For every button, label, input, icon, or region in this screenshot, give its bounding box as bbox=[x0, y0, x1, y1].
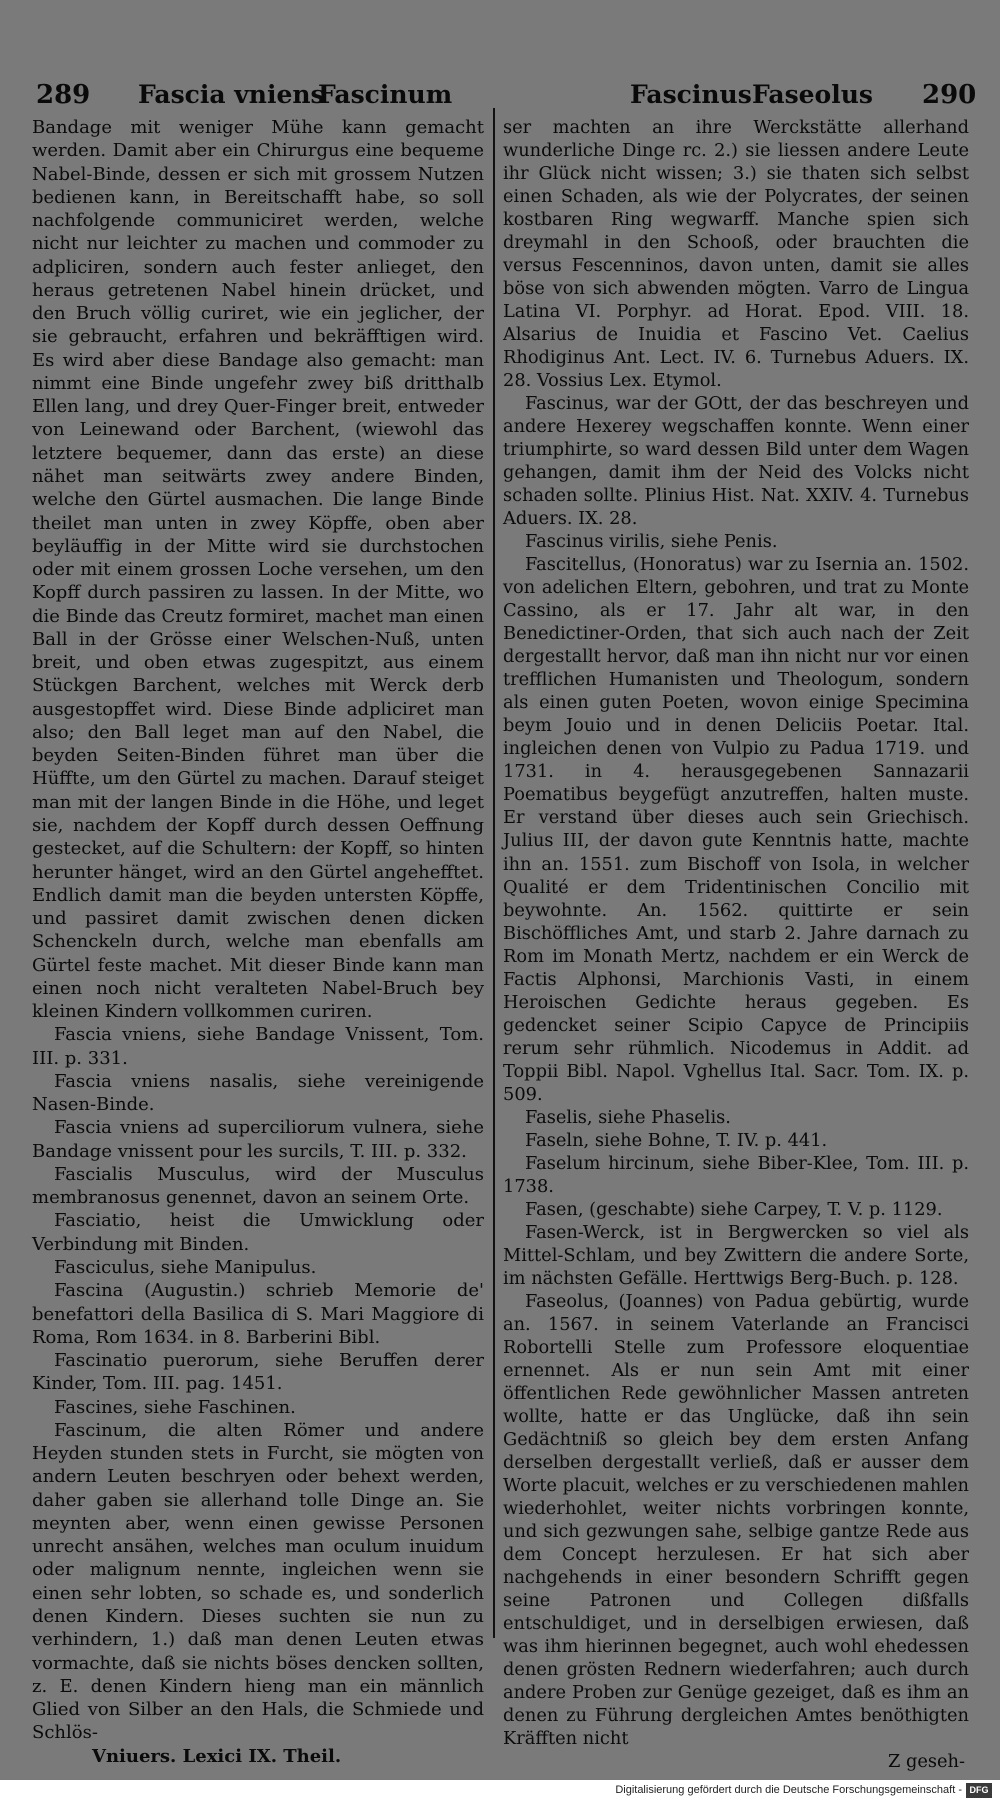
right-catchword-2: Faseolus bbox=[752, 80, 873, 109]
digitization-note: Digitalisierung gefördert durch die Deutsche Forschungsgemeinschaft - bbox=[615, 1784, 962, 1796]
entry-paragraph: Fascialis Musculus, wird der Musculus membranosus genennet, davon an seinem Orte. bbox=[32, 1163, 484, 1209]
entry-paragraph: Fascia vniens ad superciliorum vulnera, siehe Bandage vnissent pour les surcils, T. III. p. 332. bbox=[32, 1117, 484, 1162]
entry-paragraph: Fascia vniens, siehe Bandage Vnissent, Tom. III. p. 331. bbox=[32, 1024, 484, 1069]
left-catchword-2: Fascinum bbox=[318, 80, 453, 109]
entry-paragraph: Faseln, siehe Bohne, T. IV. p. 441. bbox=[525, 1129, 828, 1151]
entry-paragraph: Fascinus, war der GOtt, der das beschreyen und andere Hexerey wegschaffen konnte. Wenn einer triumphirte, so ward dessen Bild unter dem Wagen gehangen, damit ihm der Neid des Volcks nicht schaden sollte. Plinius Hist. Nat. XXIV. 4. Turnebus Aduers. IX. 28. bbox=[503, 393, 969, 530]
entry-paragraph: ser machten an ihre Werckstätte allerhand wunderliche Dinge rc. 2.) sie liessen andere Leute ihr Glück nicht wissen; 3.) sie thaten sich selbst einen Schaden, als wie der Polycrates, der seinen kostbaren Ring wegwarff. Manche spien sich dreymahl in den Schooß, oder brauchten die versus Fescenninos, davon unten, damit sie alles böse von sich abwenden mögten. Varro de Lingua Latina VI. Porphyr. ad Horat. Epod. VIII. 18. Alsarius de Inuidia et Fascino Vet. Caelius Rhodiginus Ant. Lect. IV. 6. Turnebus Aduers. IX. 28. Vossius Lex. Etymol. bbox=[503, 117, 969, 392]
left-catchword-1: Fascia vniens bbox=[138, 80, 325, 109]
entry-paragraph: Fasen-Werck, ist in Bergwercken so viel als Mittel-Schlam, und bey Zwittern die andere Sorte, im nächsten Gefälle. Herttwigs Berg-Buch. p. 128. bbox=[503, 1221, 969, 1289]
entry-paragraph: Fasciculus, siehe Manipulus. bbox=[54, 1257, 317, 1279]
right-page-number: 290 bbox=[922, 80, 977, 110]
entry-paragraph: Fascinus virilis, siehe Penis. bbox=[525, 531, 778, 553]
column-divider bbox=[493, 108, 495, 1638]
right-catchword-1: Fascinus bbox=[630, 80, 752, 109]
entry-paragraph: Fascinum, die alten Römer und andere Heyden stunden stets in Furcht, sie mögten von andern Leuten beschryen oder behext werden, daher gaben sie allerhand tolle Dinge an. Sie meynten aber, wenn einen gewisse Personen unrecht ansähen, welches man oculum inuidum oder malignum nennte, ingleichen wenn sie einen sehr lobten, so schade es, und sonderlich denen Kindern. Dieses suchten sie nun zu verhindern, 1.) daß man denen Leuten etwas vormachte, daß sie nichts böses dencken sollten, z. E. denen Kindern hieng man ein männlich Glied von Silber an den Hals, die Schmiede und Schlös- bbox=[32, 1419, 484, 1744]
entry-paragraph: Fasciatio, heist die Umwicklung oder Verbindung mit Binden. bbox=[32, 1210, 484, 1255]
entry-paragraph: Fascina (Augustin.) schrieb Memorie de' benefattori della Basilica di S. Mari Maggiore di Roma, Rom 1634. in 8. Barberini Bibl. bbox=[32, 1280, 484, 1348]
entry-paragraph: Bandage mit weniger Mühe kann gemacht werden. Damit aber ein Chirurgus eine bequeme Nabel-Binde, dessen er sich mit grossem Nutzen bedienen kann, in Bereitschafft habe, so soll nachfolgende communiciret werden, welche nicht nur leichter zu machen und commoder zu adpliciren, sondern auch fester anlieget, den heraus getretenen Nabel hinein drücket, und den Bruch völlig curiret, wie ein jeglicher, der sie gebraucht, erfahren und bekräfftigen wird. Es wird aber diese Bandage also gemacht: man nimmt eine Binde ungefehr zwey biß dritthalb Ellen lang, und drey Quer-Finger breit, entweder von Leinewand oder Barchent, (wiewohl das letztere bequemer, dann das erste) an diese nähet man seitwärts zwey andere Binden, welche den Gürtel ausmachen. Die lange Binde theilet man unten in zwey Köpffe, oben aber beyläuffig in der Mitte wird sie durchstochen oder mit einem grossen Loche versehen, um den Kopff durch passiren zu lassen. In der Mitte, wo die Binde das Creutz formiret, machet man einen Ball in der Grösse einer Welschen-Nuß, unten breit, und oben etwas zugespitzt, aus einem Stückgen Barchent, welches mit Werck derb ausgestopffet wird. Diese Binde adpliciret man also; den Ball leget man auf den Nabel, die beyden Seiten-Binden führet man über die Hüffte, um den Gürtel zu machen. Darauf steiget man mit der langen Binde in die Höhe, und leget sie, nachdem der Kopff durch dessen Oeffnung gestecket, auf die Schultern: der Kopff, so hinten herunter hänget, wird an den Gürtel angehefftet. Endlich damit man die beyden untersten Köpffe, und passiret damit zwischen denen dicken Schenckeln durch, welche man ebenfalls am Gürtel feste machet. Mit dieser Binde kann man einen noch nicht veralteten Nabel-Bruch bey kleinen Kindern vollkommen curiren. bbox=[32, 117, 484, 1023]
entry-paragraph: Fascitellus, (Honoratus) war zu Isernia an. 1502. von adelichen Eltern, gebohren, und trat zu Monte Cassino, als er 17. Jahr alt war, in den Benedictiner-Orden, that sich auch nach der Zeit dergestallt hervor, daß man ihn nicht nur vor einen trefflichen Humanisten und Theologum, sondern als einen guten Poeten, wovon einige Specimina beym Jouio und in denen Deliciis Poetar. Ital. ingleichen denen von Vulpio zu Padua 1719. und 1731. in 4. herausgegebenen Sannazarii Poematibus beygefügt anzutreffen, halten muste. Er verstand über dieses auch sein Griechisch. Julius III, der davon gute Kenntnis hatte, machte ihn an. 1551. zum Bischoff von Isola, in welcher Qualité er dem Tridentinischen Concilio mit beywohnte. An. 1562. quittirte er sein Bischöffliches Amt, und starb 2. Jahre darnach zu Rom im Monath Mertz, nachdem er ein Werck de Factis Alphonsi, Marchionis Vasti, in einem Heroischen Gedichte heraus gegeben. Es gedencket seiner Scipio Capyce de Principiis rerum sehr rühmlich. Nicodemus in Addit. ad Toppii Bibl. Napol. Vghellus Ital. Sacr. Tom. IX. p. 509. bbox=[503, 554, 969, 1105]
digitization-footer bbox=[0, 1780, 1000, 1803]
left-text-column bbox=[32, 116, 484, 1768]
right-text-column bbox=[503, 116, 969, 1773]
entry-paragraph: Faseolus, (Joannes) von Padua gebürtig, wurde an. 1567. in seinem Vaterlande an Francisci Robortelli Stelle zum Professore eloquentiae ernennet. Als er nun sein Amt mit einer öffentlichen Rede gewöhnlicher Massen antreten wollte, hatte er das Unglücke, daß ihn sein Gedächtniß so gleich bey dem ersten Anfang derselben dergestallt verließ, daß er ausser dem Worte placuit, welches er zu verschiedenen mahlen wiederhohlet, weiter nichts vorbringen konnte, und sich gezwungen sahe, selbige gantze Rede aus dem Concept herzulesen. Er hat sich aber nachgehends in einer besondern Schrifft gegen seine Patronen und Collegen dißfalls entschuldiget, und in derselbigen erwiesen, daß was ihm hierinnen begegnet, auch wohl ehedessen denen grösten Rednern wiederfahren; auch durch andere Proben zur Genüge gezeiget, daß es ihm an denen zu Führung dergleichen Amtes benöthigten Kräfften nicht bbox=[503, 1290, 969, 1750]
left-page-number: 289 bbox=[36, 80, 91, 110]
entry-paragraph: Vniuers. Lexici IX. Theil. bbox=[92, 1745, 342, 1767]
entry-paragraph: Z geseh- bbox=[887, 1751, 965, 1773]
dfg-logo: DFG bbox=[966, 1783, 992, 1798]
entry-paragraph: Fascinatio puerorum, siehe Beruffen derer Kinder, Tom. III. pag. 1451. bbox=[32, 1350, 484, 1395]
entry-paragraph: Faselis, siehe Phaselis. bbox=[525, 1106, 731, 1128]
entry-paragraph: Fascia vniens nasalis, siehe vereinigende Nasen-Binde. bbox=[32, 1070, 484, 1116]
entry-paragraph: Faselum hircinum, siehe Biber-Klee, Tom. III. p. 1738. bbox=[503, 1152, 969, 1197]
entry-paragraph: Fascines, siehe Faschinen. bbox=[54, 1396, 296, 1418]
entry-paragraph: Fasen, (geschabte) siehe Carpey, T. V. p. 1129. bbox=[525, 1198, 943, 1220]
